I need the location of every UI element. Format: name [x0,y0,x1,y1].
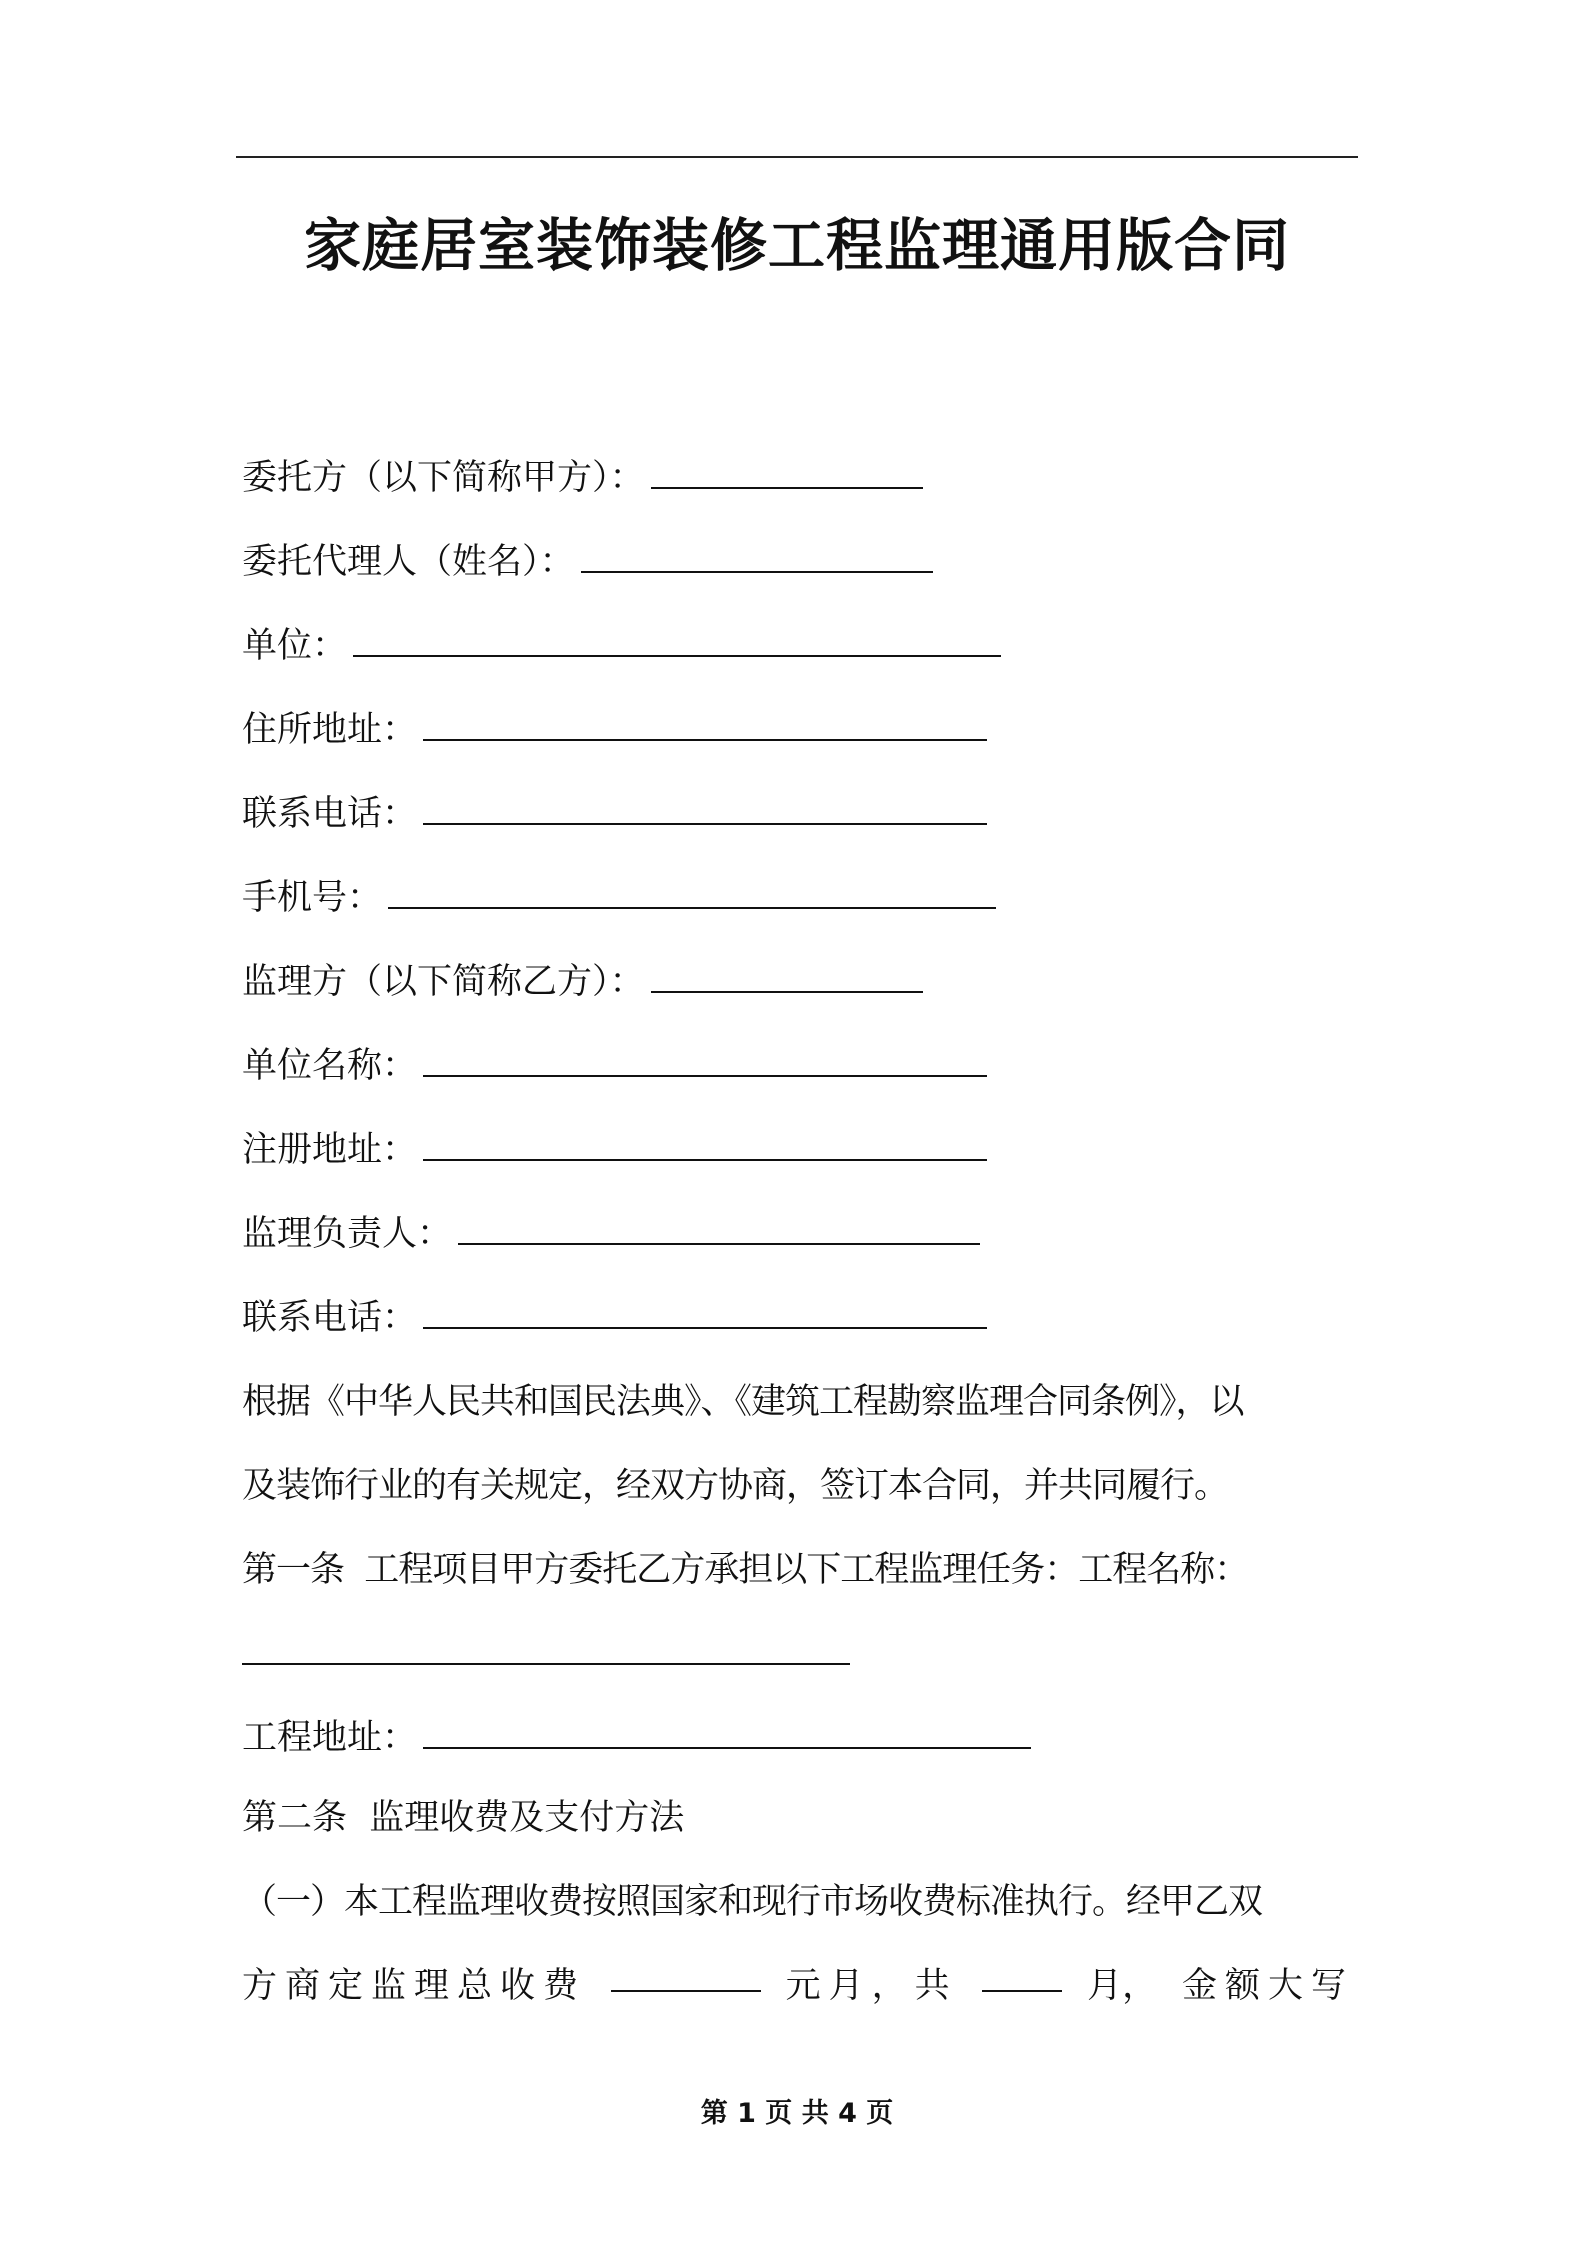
clause1-line-2 [242,1956,1354,2016]
document-title: 家庭居室装饰装修工程监理通用版合同 [304,213,1290,279]
responsible-person-label: 监理负责人： [242,1214,453,1254]
fee-label: 方商定监理总收费 [242,1966,587,2006]
months-blank[interactable] [982,1956,1062,1992]
unit-blank[interactable] [353,621,1001,657]
agent-blank[interactable] [581,537,933,573]
supervisor-blank[interactable] [651,957,923,993]
phone-b-blank[interactable] [423,1293,987,1329]
fee-blank[interactable] [611,1956,761,1992]
article2-heading: 第二条 监理收费及支付方法 [242,1798,685,1838]
mobile-line [242,868,996,928]
phone-b-line [242,1288,987,1348]
client-label: 委托方（以下简称甲方）： [242,458,645,498]
agent-line [242,532,933,592]
phone-b-label: 联系电话： [242,1298,418,1338]
months-label: 月， [1087,1966,1158,2006]
unit-line [242,616,1001,676]
project-address-label: 工程地址： [242,1718,418,1758]
unit-name-line [242,1036,987,1096]
address-blank[interactable] [423,705,987,741]
registered-address-blank[interactable] [423,1125,987,1161]
agent-label: 委托代理人（姓名）： [242,542,575,582]
page-indicator: 第 1 页 共 4 页 [700,2098,894,2129]
phone-a-line [242,784,987,844]
supervisor-label: 监理方（以下简称乙方）： [242,962,645,1002]
amount-words-label: 金额大写 [1181,1966,1354,2006]
clause1-line-1: （一）本工程监理收费按照国家和现行市场收费标准执行。经甲乙双 [242,1882,1263,1922]
responsible-person-line [242,1204,980,1264]
project-address-blank[interactable] [423,1713,1031,1749]
client-line [242,448,923,508]
responsible-person-blank[interactable] [458,1209,980,1245]
registered-address-line [242,1120,987,1180]
unit-label: 单位： [242,626,348,666]
phone-a-label: 联系电话： [242,794,418,834]
project-name-blank[interactable] [242,1629,850,1665]
fee-unit-label: 元月，共 [785,1966,958,2006]
article1-heading: 第一条 工程项目甲方委托乙方承担以下工程监理任务：工程名称： [242,1550,1249,1590]
project-name-line [242,1624,850,1684]
header-rule [236,156,1358,158]
mobile-label: 手机号： [242,878,383,918]
unit-name-blank[interactable] [423,1041,987,1077]
registered-address-label: 注册地址： [242,1130,418,1170]
address-label: 住所地址： [242,710,418,750]
client-blank[interactable] [651,453,923,489]
preamble-line-2: 及装饰行业的有关规定，经双方协商，签订本合同，并共同履行。 [242,1466,1229,1506]
supervisor-line [242,952,923,1012]
project-address-line [242,1708,1031,1768]
preamble-line-1: 根据《中华人民共和国民法典》、《建筑工程勘察监理合同条例》，以 [242,1382,1244,1422]
address-line [242,700,987,760]
phone-a-blank[interactable] [423,789,987,825]
mobile-blank[interactable] [388,873,996,909]
unit-name-label: 单位名称： [242,1046,418,1086]
